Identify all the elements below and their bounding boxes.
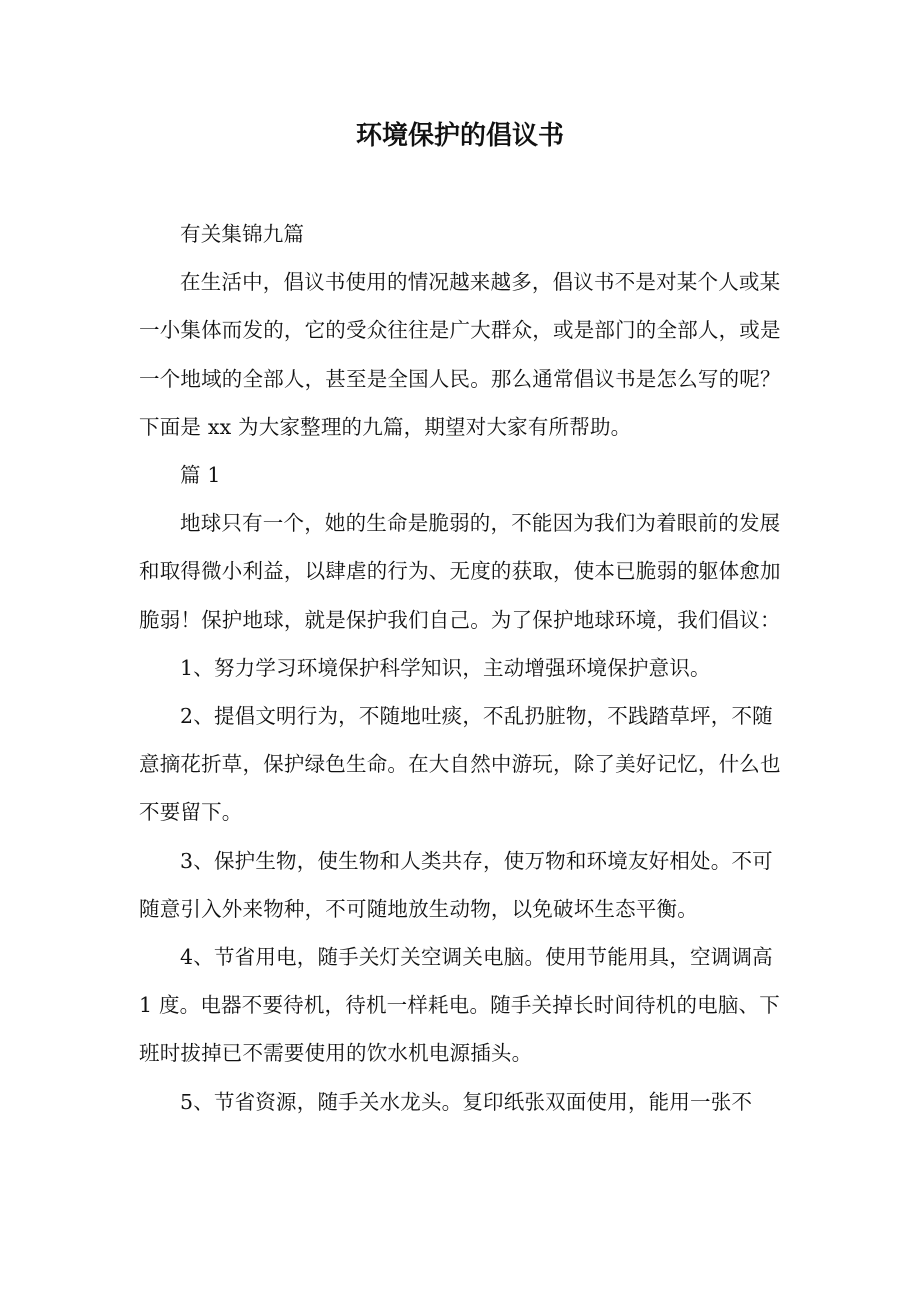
- paragraph-item-5: 5、节省资源，随手关水龙头。复印纸张双面使用，能用一张不: [180, 1089, 753, 1114]
- document-body: [139, 210, 784, 1126]
- paragraph-item-2: 2、提倡文明行为，不随地吐痰，不乱扔脏物，不践踏草坪，不随意摘花折草，保护绿色生命。在大自然中游玩，除了美好记忆，什么也不要留下。: [139, 704, 781, 825]
- paragraph-earth: 地球只有一个，她的生命是脆弱的，不能因为我们为着眼前的发展和取得微小利益，以肆虐的行为、无度的获取，使本已脆弱的躯体愈加脆弱！保护地球，就是保护我们自己。为了保护地球环境，我们倡议：: [139, 511, 781, 632]
- paragraph-item-1: 1、努力学习环境保护科学知识，主动增强环境保护意识。: [180, 655, 711, 680]
- paragraph-subtitle: 有关集锦九篇: [180, 222, 305, 246]
- paragraph-item-3: 3、保护生物，使生物和人类共存，使万物和环境友好相处。不可随意引入外来物种，不可随地放生动物，以免破坏生态平衡。: [139, 848, 773, 921]
- document-title: 环境保护的倡议书: [355, 121, 564, 151]
- paragraph-section-heading: 篇 1: [180, 463, 221, 488]
- paragraph-item-4: 4、节省用电，随手关灯关空调关电脑。使用节能用具，空调调高 1 度。电器不要待机，待机一样耗电。随手关掉长时间待机的电脑、下班时拔掉已不需要使用的饮水机电源插头。: [139, 945, 780, 1066]
- paragraph-intro: 在生活中，倡议书使用的情况越来越多，倡议书不是对某个人或某一小集体而发的，它的受众往往是广大群众，或是部门的全部人，或是一个地域的全部人，甚至是全国人民。那么通常倡议书是怎么写的呢？下面是 xx 为大家整理的九篇，期望对大家有所帮助。: [139, 270, 781, 439]
